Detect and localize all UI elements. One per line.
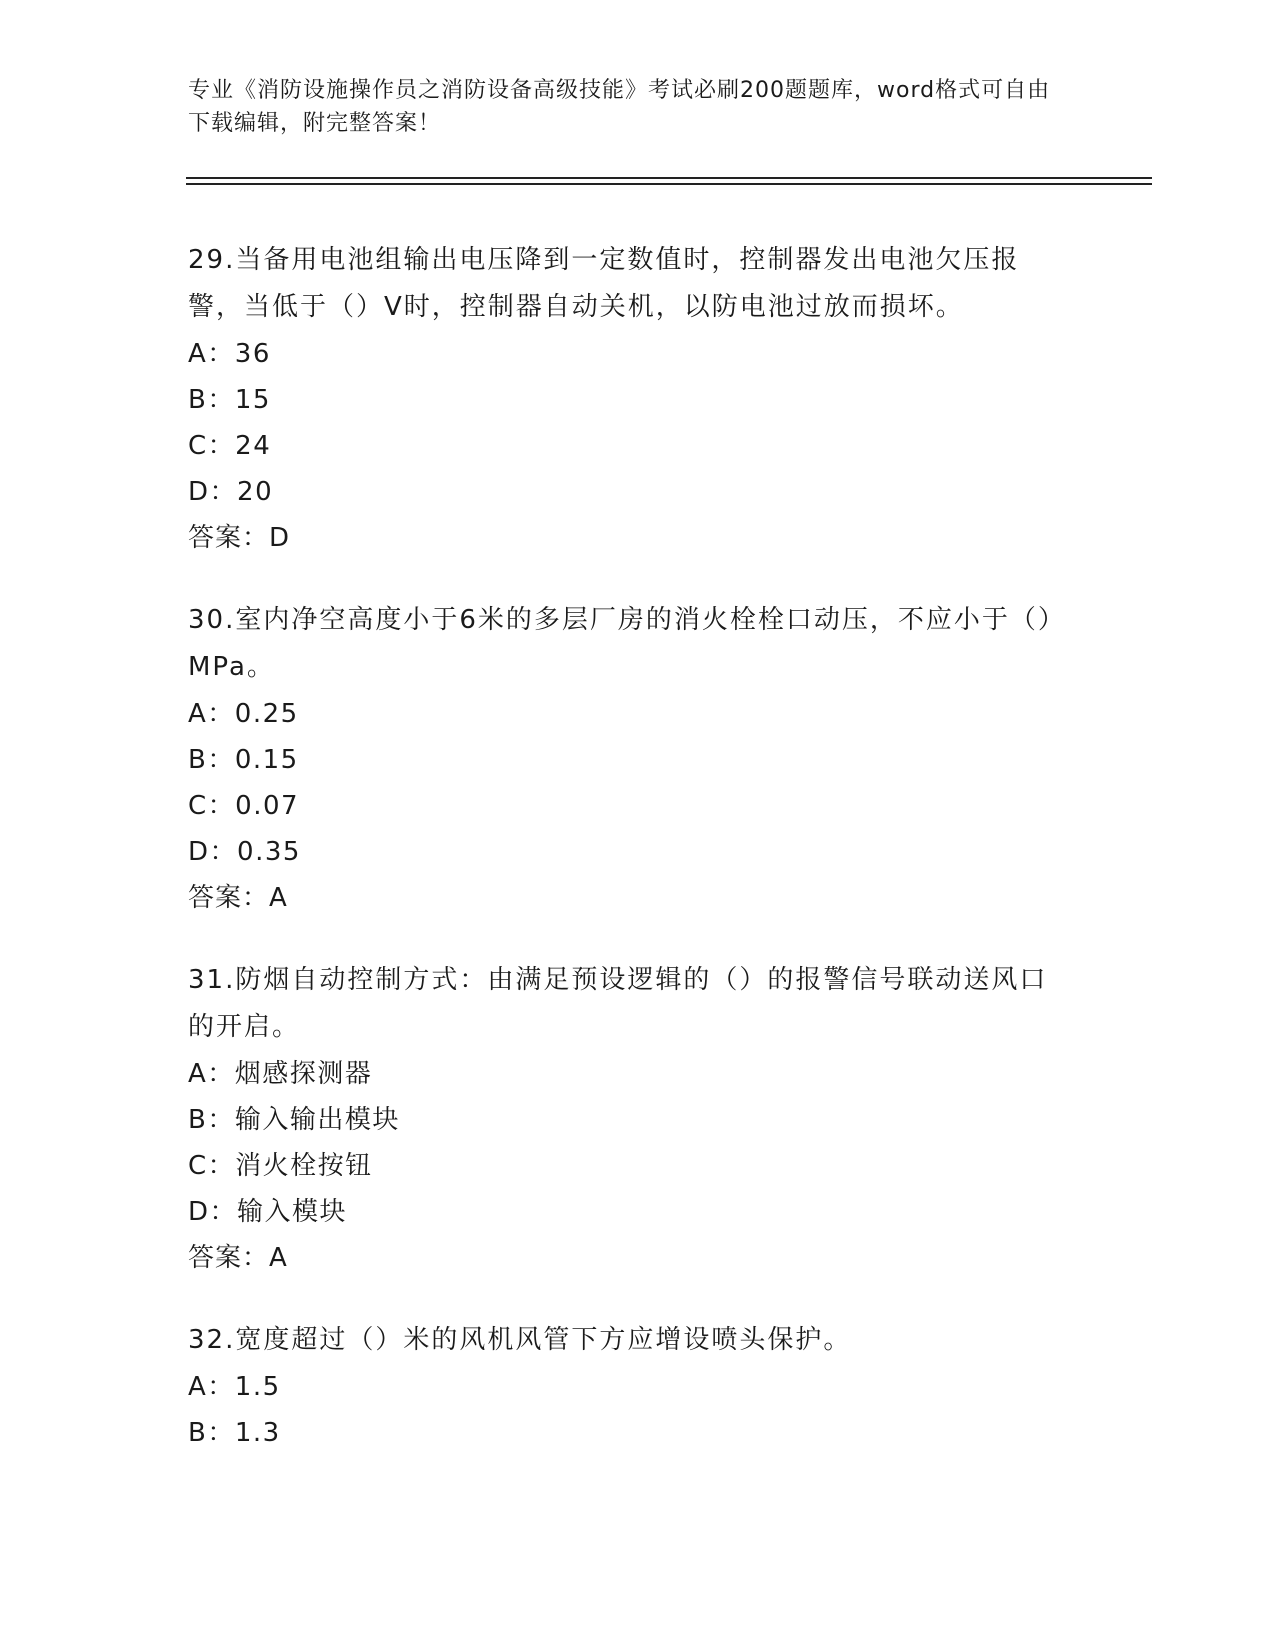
question-31: [188, 957, 1068, 1281]
option-d: D：20: [188, 477, 274, 507]
question-32: [188, 1317, 1068, 1456]
question-list: [188, 237, 1068, 1492]
question-30: [188, 597, 1068, 921]
option-c: C：消火栓按钮: [188, 1151, 373, 1181]
answer-line: 答案：D: [188, 523, 291, 553]
question-stem: 31.防烟自动控制方式：由满足预设逻辑的（）的报警信号联动送风口的开启。: [188, 965, 1048, 1042]
option-d: D：输入模块: [188, 1197, 348, 1227]
option-a: A：1.5: [188, 1372, 281, 1402]
option-c: C：0.07: [188, 791, 300, 821]
option-b: B：1.3: [188, 1418, 281, 1448]
option-d: D：0.35: [188, 837, 301, 867]
option-a: A：0.25: [188, 699, 299, 729]
option-b: B：输入输出模块: [188, 1105, 400, 1135]
option-c: C：24: [188, 431, 272, 461]
answer-line: 答案：A: [188, 883, 288, 913]
header-divider-top: [186, 177, 1152, 179]
question-stem: 29.当备用电池组输出电压降到一定数值时，控制器发出电池欠压报警，当低于（）V时，控制器自动关机，以防电池过放而损坏。: [188, 245, 1020, 322]
option-b: B：15: [188, 385, 271, 415]
question-stem: 32.宽度超过（）米的风机风管下方应增设喷头保护。: [188, 1325, 852, 1355]
option-b: B：0.15: [188, 745, 299, 775]
option-a: A：36: [188, 339, 271, 369]
document-header: 专业《消防设施操作员之消防设备高级技能》考试必刷200题题库，word格式可自由下载编辑，附完整答案！: [188, 78, 1051, 136]
question-stem: 30.室内净空高度小于6米的多层厂房的消火栓栓口动压，不应小于（）MPa。: [188, 605, 1066, 682]
option-a: A：烟感探测器: [188, 1059, 373, 1089]
answer-line: 答案：A: [188, 1243, 288, 1273]
question-29: [188, 237, 1068, 561]
header-divider-bottom: [186, 183, 1152, 185]
